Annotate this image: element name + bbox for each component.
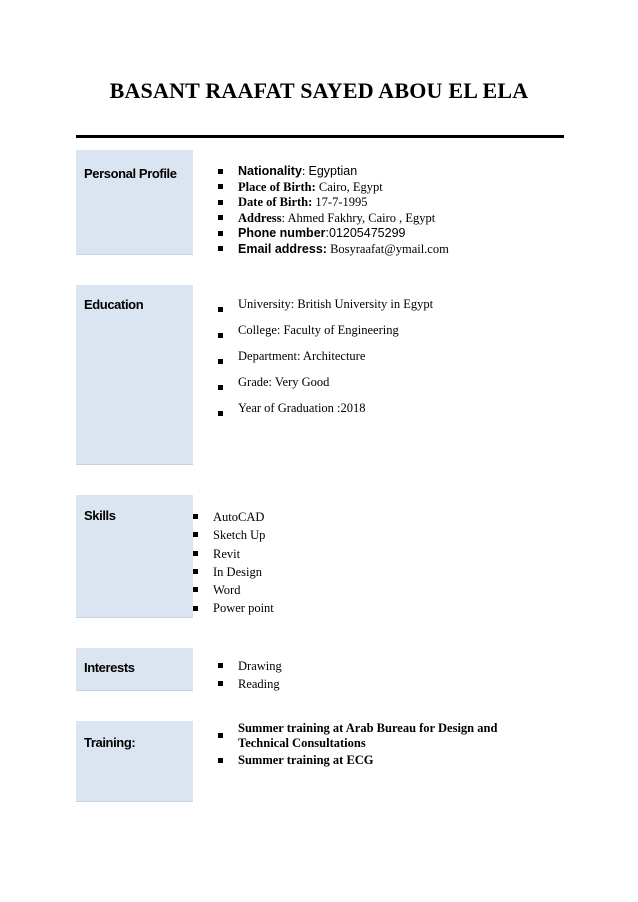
resume-name: BASANT RAAFAT SAYED ABOU EL ELA: [109, 78, 529, 103]
interests-label: Interests: [84, 660, 135, 675]
list-item: Summer training at Arab Bureau for Design and Technical Consultations: [216, 721, 536, 751]
list-item: Date of Birth: 17-7-1995: [216, 195, 449, 210]
education-list: [216, 297, 433, 427]
title-divider: [76, 135, 564, 138]
list-item: Sketch Up: [191, 526, 274, 544]
list-item: Word: [191, 581, 274, 599]
education-label-box: [76, 285, 193, 465]
list-item: Phone number:01205475299: [216, 226, 449, 241]
list-item: Email address: Bosyraafat@ymail.com: [216, 242, 449, 257]
interests-list: [216, 657, 282, 693]
list-item: College: Faculty of Engineering: [216, 323, 433, 349]
training-list: [216, 721, 536, 770]
list-item: Power point: [191, 599, 274, 617]
list-item: Summer training at ECG: [216, 753, 536, 768]
list-item: AutoCAD: [191, 508, 274, 526]
list-item: University: British University in Egypt: [216, 297, 433, 323]
interests-label-box: [76, 648, 193, 691]
training-label: Training:: [84, 735, 136, 750]
education-label: Education: [84, 297, 144, 312]
list-item: Grade: Very Good: [216, 375, 433, 401]
list-item: Year of Graduation :2018: [216, 401, 433, 427]
list-item: Department: Architecture: [216, 349, 433, 375]
list-item: Nationality: Egyptian: [216, 164, 449, 179]
list-item: Reading: [216, 675, 282, 693]
personal-profile-label: Personal Profile: [84, 166, 177, 181]
personal-profile-list: [216, 164, 449, 258]
training-label-box: [76, 721, 193, 802]
list-item: Address: Ahmed Fakhry, Cairo , Egypt: [216, 211, 449, 226]
skills-list: [191, 508, 274, 618]
list-item: Revit: [191, 545, 274, 563]
list-item: Drawing: [216, 657, 282, 675]
list-item: Place of Birth: Cairo, Egypt: [216, 180, 449, 195]
personal-profile-label-box: [76, 150, 193, 255]
skills-label-box: [76, 495, 193, 618]
list-item: In Design: [191, 563, 274, 581]
skills-label: Skills: [84, 508, 116, 523]
